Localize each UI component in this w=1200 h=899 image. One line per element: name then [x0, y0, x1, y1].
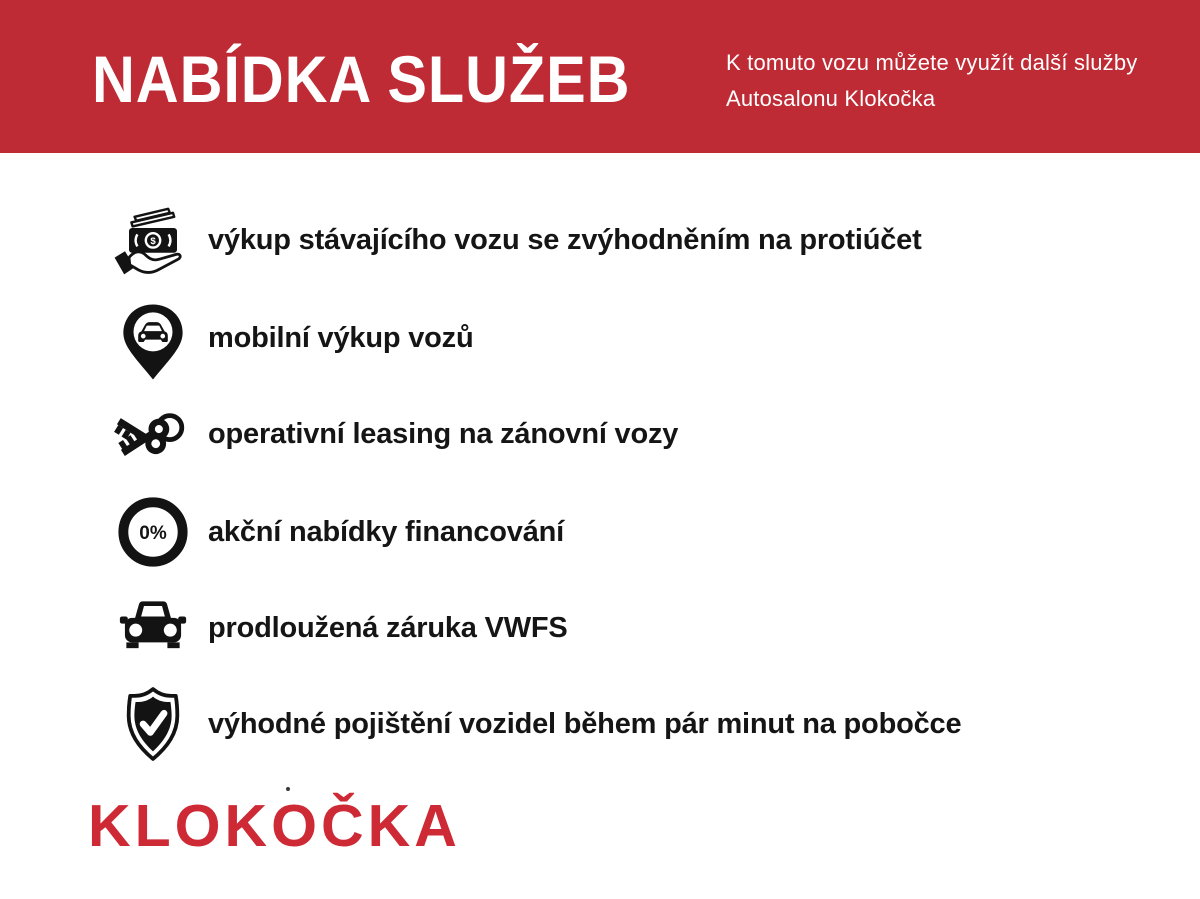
service-label: prodloužená záruka VWFS — [208, 611, 568, 644]
zero-percent-label: 0% — [139, 522, 167, 544]
services-list — [0, 153, 1200, 793]
service-item — [112, 492, 564, 572]
header-subtitle-line1: K tomuto vozu můžete využít další služby — [726, 50, 1138, 75]
service-item — [112, 298, 474, 378]
header-band — [0, 0, 1200, 153]
svg-text:$: $ — [150, 236, 156, 247]
service-item — [112, 588, 568, 668]
service-item — [112, 684, 961, 764]
brand-logo: KLOKOČKA — [88, 793, 461, 859]
service-label: operativní leasing na zánovní vozy — [208, 417, 679, 450]
car-keys-icon — [112, 394, 194, 474]
logo-dot — [286, 787, 290, 791]
service-label: mobilní výkup vozů — [208, 321, 474, 354]
cash-in-hand-icon — [112, 200, 194, 280]
shield-check-icon — [112, 684, 194, 764]
service-item — [112, 394, 678, 474]
zero-percent-icon — [112, 492, 194, 572]
car-location-pin-icon — [112, 298, 194, 378]
service-label: výhodné pojištění vozidel během pár minut na pobočce — [208, 707, 962, 740]
service-label: akční nabídky financování — [208, 515, 564, 548]
service-label: výkup stávajícího vozu se zvýhodněním na protiúčet — [208, 223, 922, 256]
car-front-icon — [112, 588, 194, 668]
header-subtitle — [726, 45, 1138, 117]
header-subtitle-line2: Autosalonu Klokočka — [726, 86, 936, 111]
service-item — [112, 200, 922, 280]
page-title: NABÍDKA SLUŽEB — [92, 42, 631, 116]
